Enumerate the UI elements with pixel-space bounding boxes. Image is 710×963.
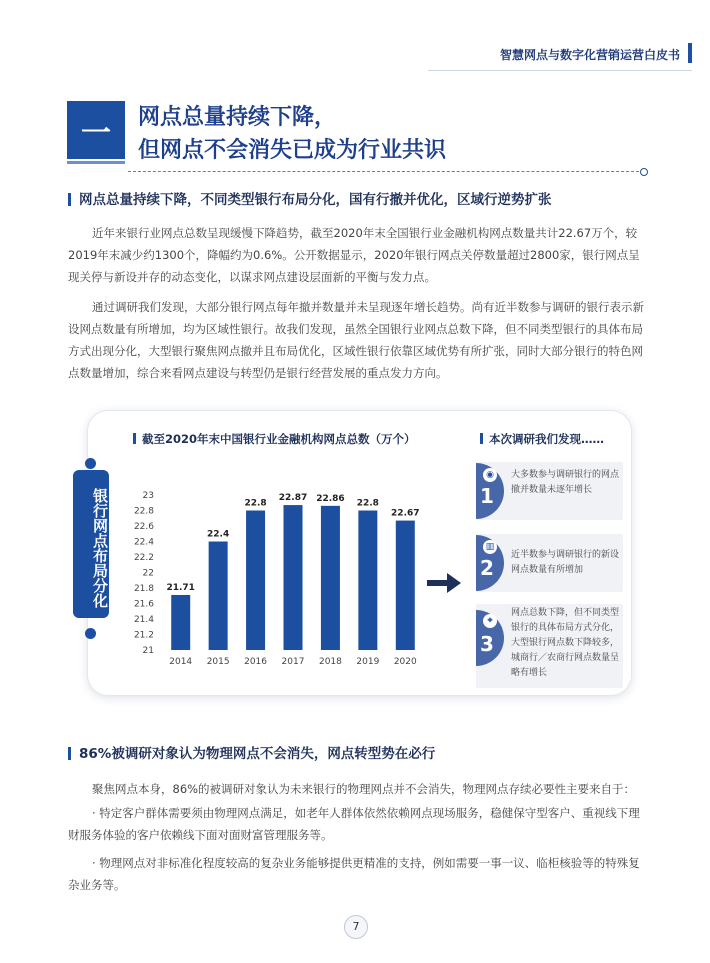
data-label: 22.8 [356,498,379,509]
finding-text-2: 近半数参与调研银行的新设网点数量有所增加 [511,550,620,575]
finding-text-1: 大多数参与调研银行的网点撤并数量未逐年增长 [511,470,620,495]
y-tick-label: 21 [142,646,154,656]
paragraph-5: · 物理网点对非标准化程度较高的复杂业务能够提供更精准的支持，例如需要一事一议、临柜核验等的特殊复杂业务等。 [68,856,640,892]
y-tick-label: 21.4 [133,615,154,625]
section-number-box: 一 [67,101,125,159]
y-tick-label: 22.8 [133,506,154,517]
header-divider [428,70,692,71]
data-label: 22.4 [207,529,230,540]
paragraph-2: 通过调研我们发现，大部分银行网点每年撤并数量并未呈现逐年增长趋势。尚有近半数参与调研的银行表示新设网点数量有所增加，均为区域性银行。故我们发现，虽然全国银行业网点总数下降，但不同类型银行的具体布局方式出现分化，大型银行聚焦网点撤并且布局优化，区域性银行依靠区域优势有所扩张，同时大部分银行的特色网点数量增加，综合来看网点建设与转型仍是银行经营发展的重点发力方向。 [68,300,644,380]
x-tick-label: 2014 [169,657,193,667]
bar [358,511,377,651]
data-label: 22.67 [391,508,420,519]
data-label: 22.87 [278,493,308,504]
subheading-1: 网点总量持续下降，不同类型银行布局分化，国有行撤并优化，区域行逆势扩张 [68,188,552,208]
map-pin-icon: ⌖ [483,614,497,628]
bar [171,595,190,650]
bar [396,521,415,650]
finding-number-2: 2 [480,556,494,580]
data-label: 22.8 [244,498,267,509]
bar [246,511,265,651]
bar-chart [120,480,430,675]
wifi-icon: ◉ [483,468,497,482]
x-tick-label: 2016 [244,657,268,667]
arrow-right-icon [427,573,463,593]
x-tick-label: 2020 [393,657,417,667]
bar-chart-icon: ▥ [483,540,497,554]
y-tick-label: 23 [142,491,154,501]
y-tick-label: 22.6 [133,522,154,532]
side-tab-label: 银行网点布局分化 [91,488,109,608]
page-number: 7 [352,920,360,933]
section-number-stripe [67,161,125,164]
finding-number-3: 3 [480,632,494,656]
bar [209,542,228,651]
bar [321,506,340,650]
y-tick-label: 21.6 [133,599,154,610]
finding-text-3: 网点总数下降，但不同类型银行的具体布局方式分化，大型银行网点数下降较多，城商行／农商行网点数量呈略有增长 [511,608,620,678]
section-dashed-divider [128,171,644,172]
bar [284,505,303,650]
y-tick-label: 22.2 [133,553,154,563]
finding-number-1: 1 [480,484,494,508]
x-tick-label: 2015 [206,657,230,667]
header-accent-bar [688,43,692,63]
side-tab-dot-top [85,458,96,469]
paragraph-4: · 特定客户群体需要须由物理网点满足，如老年人群体依然依赖网点现场服务，稳健保守型客户、重视线下理财服务体验的客户依赖线下面对面财富管理服务等。 [68,806,640,842]
x-tick-label: 2017 [281,657,305,667]
paragraph-1: 近年来银行业网点总数呈现缓慢下降趋势，截至2020年末全国银行业金融机构网点数量共计22.67万个，较2019年末减少约1300个，降幅约为0.6%。公开数据显示，2020年银行网点关停数量超过2800家，银行网点呈现关停与新设并存的动态变化，以谋求网点建设层面新的平衡与发力点。 [68,226,640,284]
side-tab-dot-bottom [85,628,96,639]
chart-title: 截至2020年末中国银行业金融机构网点总数（万个） [133,431,416,447]
subheading-2: 86%被调研对象认为物理网点不会消失，网点转型势在必行 [68,742,435,762]
findings-title: 本次调研我们发现…… [480,431,604,447]
y-tick-label: 22.4 [133,537,154,548]
y-tick-label: 21.8 [133,584,154,594]
section-title-line2: 但网点不会消失已成为行业共识 [138,138,447,163]
divider-end-dot [640,168,648,176]
section-title-line1: 网点总量持续下降， [138,105,337,130]
header-title: 智慧网点与数字化营销运营白皮书 [499,48,680,62]
data-label: 21.71 [166,582,195,593]
data-label: 22.86 [316,493,345,504]
y-tick-label: 21.2 [133,630,154,641]
paragraph-3: 聚焦网点本身，86%的被调研对象认为未来银行的物理网点并不会消失，物理网点存续必要性主要来自于： [92,782,636,796]
x-tick-label: 2018 [318,657,342,667]
x-tick-label: 2019 [356,657,380,667]
y-tick-label: 22 [142,568,154,579]
